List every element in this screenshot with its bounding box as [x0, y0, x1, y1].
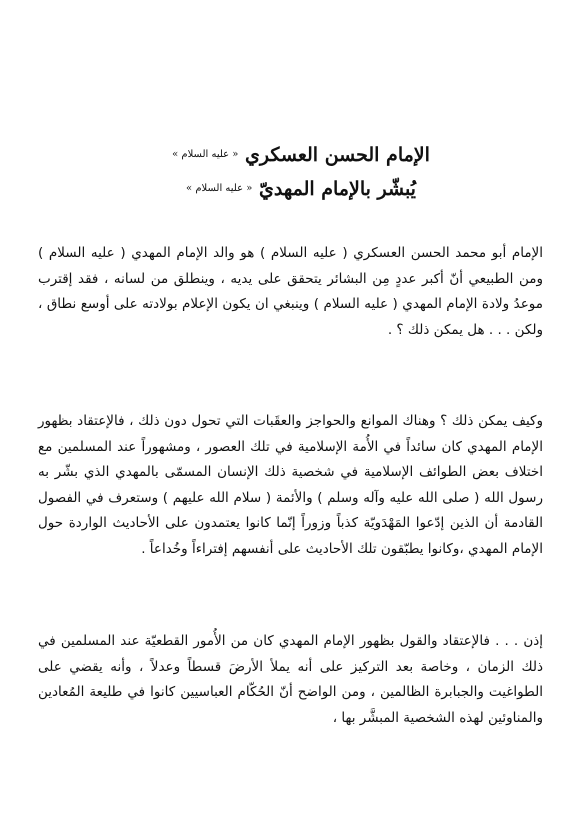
heading-title-1: الإمام الحسن العسكري [245, 144, 430, 166]
paragraph-text: وكيف يمكن ذلك ؟ وهناك الموانع والحواجز والعقَبات التي تحول دون ذلك ، فالإعتقاد بظهور الإمام المهدي كان سائداً في الأُمة الإسلامية في تلك العصور ، ومشهوراً عند المسلمين مع اختلاف بعض الطوائف الإسلامية في شخصية ذلك الإنسان المسمّى بالمهدي الذي بشّر به رسول الله ( صلى الله عليه وآله وسلم ) والأئمة ( سلام الله عليهم ) وستعرف في الفصول القادمة أن الذين إدّعوا المَهْدَويّة كذباً وزوراً إنّما كانوا يعتمدون على الأحاديث الواردة حول الإمام المهدي ،وكانوا يطبّقون تلك الأحاديث على أنفسهم إفتراءاً وخُداعاً . [38, 413, 543, 557]
body-paragraph-2 [38, 409, 543, 562]
body-paragraph-1 [38, 241, 543, 343]
heading-line-2 [170, 172, 432, 206]
paragraph-text: الإمام أبو محمد الحسن العسكري ( عليه السلام ) هو والد الإمام المهدي ( عليه السلام ) ومن الطبيعي أنّ أكبر عددٍ مِن البشائر يتحقق على يديه ، وينطلق من لسانه ، فقد إقترب موعدُ ولادة الإمام المهدي ( عليه السلام ) وينبغي ان يكون الإعلام بولادته على أوسع نطاق ، ولكن . . . هل يمكن ذلك ؟ . [38, 245, 543, 338]
heading-honorific-1: « عليه السلام » [172, 149, 239, 160]
heading-honorific-2: « عليه السلام » [186, 183, 253, 194]
heading-title-2: يُبشّر بالإمام المهديّ [258, 178, 416, 200]
paragraph-text: إذن . . . فالإعتقاد والقول بظهور الإمام المهدي كان من الأُمور القطعيّة عند المسلمين في ذلك الزمان ، وخاصة بعد التركيز على أنه يملأ الأرضَ قسطاً وعدلاً ، وأنه يقضي على الطواغيت والجبابرة الظالمين ، ومن الواضح أنّ الحُكّام العباسيين كانوا في طليعة المُعادين والمناوئين لهذه الشخصية المبشَّر بها ، [38, 633, 543, 726]
chapter-heading [170, 138, 432, 206]
body-paragraph-3 [38, 629, 543, 731]
heading-line-1 [170, 138, 432, 172]
